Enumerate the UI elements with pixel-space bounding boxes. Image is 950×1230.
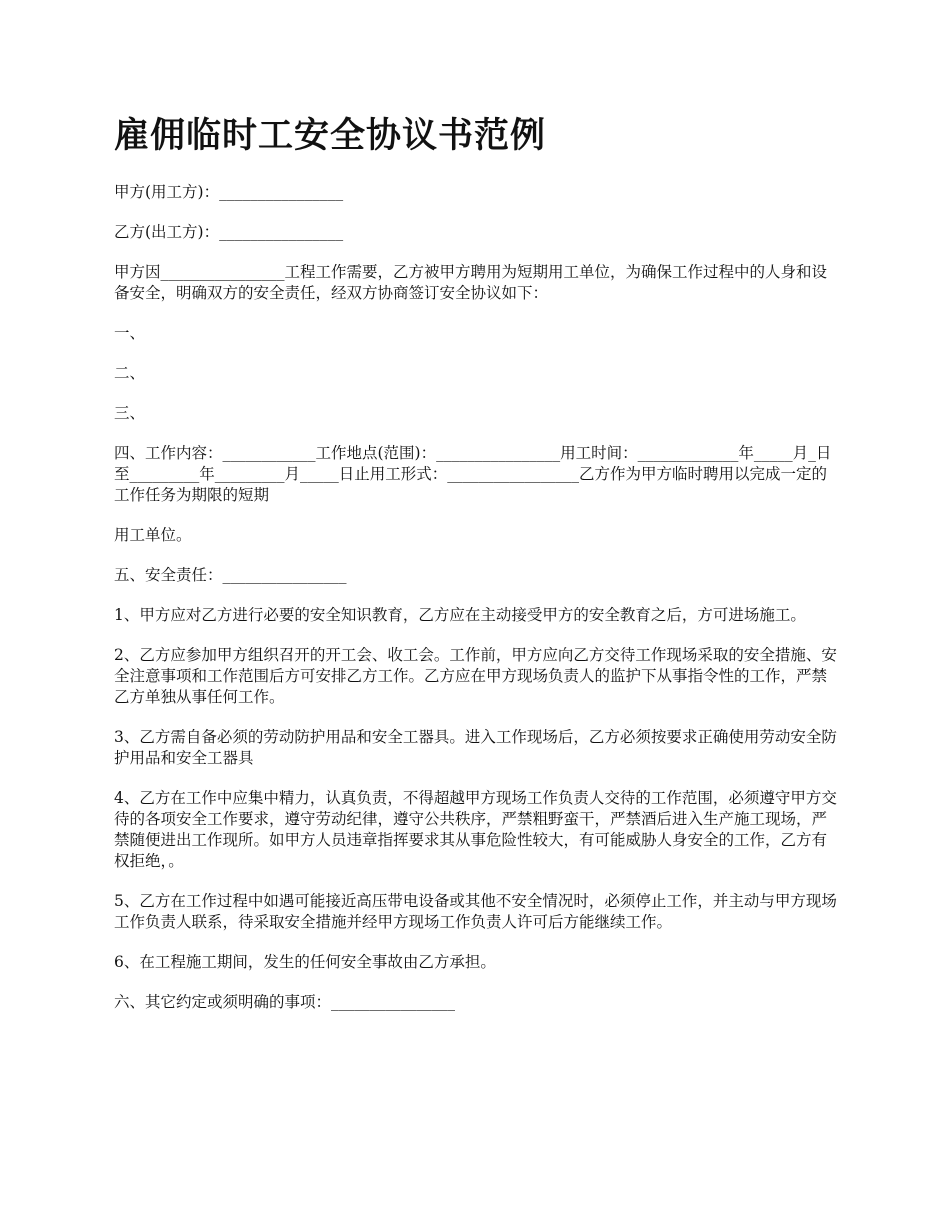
clause-5: 5、乙方在工作过程中如遇可能接近高压带电设备或其他不安全情况时，必须停止工作，并主动与甲方现场工作负责人联系，待采取安全措施并经甲方现场工作负责人许可后方能继续工作。: [114, 892, 837, 931]
clause-3: 3、乙方需自备必须的劳动防护用品和安全工器具。进入工作现场后，乙方必须按要求正确使用劳动安全防护用品和安全工器具: [114, 728, 837, 767]
section-four-paragraph: 四、工作内容：____________工作地点(范围)：________________用工时间：_____________年_____月_日至_________年_________月_____日止用工形式：_________________乙方作为甲方临时聘用以完成一定的工作任务为期限的短期: [114, 444, 832, 504]
section-four-continuation: 用工单位。: [114, 526, 192, 544]
section-six-line: 六、其它约定或须明确的事项：________________: [114, 993, 456, 1011]
clause-4: 4、乙方在工作中应集中精力，认真负责，不得超越甲方现场工作负责人交待的工作范围，必须遵守甲方交待的各项安全工作要求，遵守劳动纪律，遵守公共秩序，严禁粗野蛮干，严禁酒后进入生产施工现场，严禁随便进出工作现所。如甲方人员违章指挥要求其从事危险性较大，有可能威胁人身安全的工作，乙方有权拒绝，。: [114, 789, 837, 870]
intro-paragraph: 甲方因________________工程工作需要，乙方被甲方聘用为短期用工单位，为确保工作过程中的人身和设备安全，明确双方的安全责任，经双方协商签订安全协议如下：: [114, 263, 828, 302]
clause-6: 6、在工程施工期间，发生的任何安全事故由乙方承担。: [114, 953, 496, 971]
party-b-line: 乙方(出工方)：________________: [114, 223, 344, 241]
section-five-heading: 五、安全责任：________________: [114, 566, 347, 584]
document-title: 雇佣临时工安全协议书范例: [114, 116, 547, 156]
section-two-heading: 二、: [114, 364, 146, 382]
document-body: [114, 182, 842, 1032]
clause-2: 2、乙方应参加甲方组织召开的开工会、收工会。工作前，甲方应向乙方交待工作现场采取的安全措施、安全注意事项和工作范围后方可安排乙方工作。乙方应在甲方现场负责人的监护下从事指令性的工作，严禁乙方单独从事任何工作。: [114, 646, 837, 706]
section-one-heading: 一、: [114, 324, 146, 342]
clause-1: 1、甲方应对乙方进行必要的安全知识教育，乙方应在主动接受甲方的安全教育之后，方可进场施工。: [114, 606, 806, 624]
section-three-heading: 三、: [114, 404, 146, 422]
party-a-line: 甲方(用工方)：________________: [114, 183, 344, 201]
